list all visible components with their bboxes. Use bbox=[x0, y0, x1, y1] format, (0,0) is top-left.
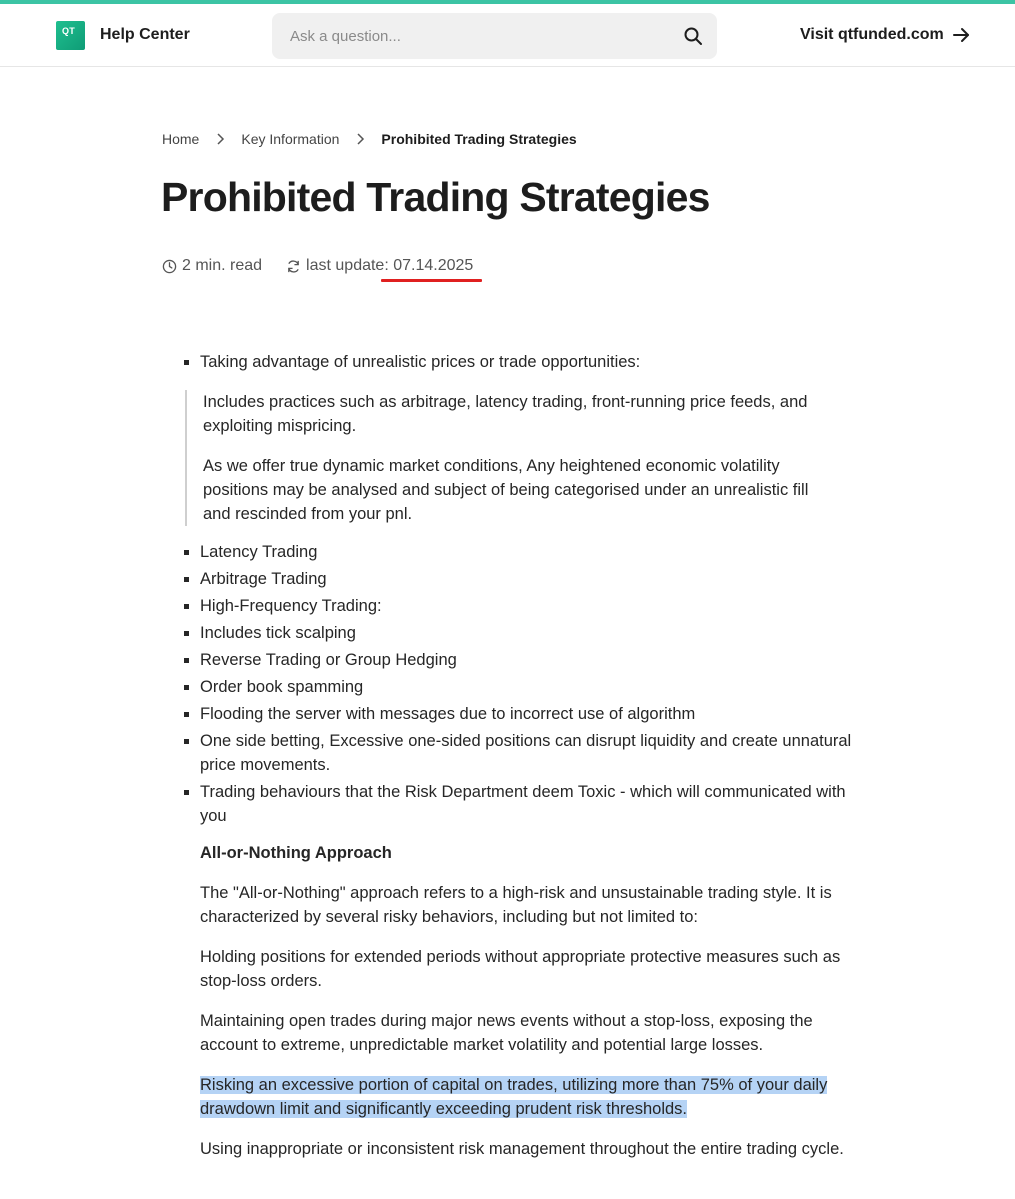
breadcrumb-key-information[interactable]: Key Information bbox=[241, 131, 340, 147]
quote-paragraph: Includes practices such as arbitrage, latency trading, front-running price feeds, and exploiting mispricing. bbox=[203, 393, 808, 435]
list-item: Taking advantage of unrealistic prices or trade opportunities: bbox=[162, 350, 862, 374]
site-header bbox=[0, 4, 1015, 67]
breadcrumb-current: Prohibited Trading Strategies bbox=[381, 131, 577, 147]
section-heading: All-or-Nothing Approach bbox=[200, 844, 392, 862]
article-meta bbox=[162, 257, 473, 275]
quote-paragraph: As we offer true dynamic market conditions, Any heightened economic volatility positions may be analysed and subject of being categorised under an unrealistic fill and rescinded from your pnl. bbox=[203, 457, 809, 523]
blockquote bbox=[185, 390, 825, 526]
highlighted-paragraph bbox=[200, 1073, 862, 1121]
read-time: 2 min. read bbox=[182, 257, 263, 274]
breadcrumb-home[interactable]: Home bbox=[162, 131, 200, 147]
last-update-label: last update: bbox=[306, 257, 389, 274]
visit-site-label: Visit qtfunded.com bbox=[800, 26, 944, 43]
list-item: Flooding the server with messages due to incorrect use of algorithm bbox=[162, 702, 862, 726]
list-item: Latency Trading bbox=[162, 540, 862, 564]
last-update-date: 07.14.2025 bbox=[393, 257, 474, 274]
chevron-right-icon bbox=[217, 133, 225, 145]
logo[interactable] bbox=[56, 21, 85, 50]
logo-text: QT bbox=[62, 26, 76, 36]
section-paragraph: Maintaining open trades during major news events without a stop-loss, exposing the account to extreme, unpredictable market volatility and potential large losses. bbox=[200, 1012, 813, 1054]
clock-icon bbox=[162, 259, 177, 274]
list-item: One side betting, Excessive one-sided positions can disrupt liquidity and create unnatural price movements. bbox=[162, 729, 862, 777]
highlighted-text: Risking an excessive portion of capital on trades, utilizing more than 75% of your daily drawdown limit and significantly exceeding prudent risk thresholds. bbox=[200, 1076, 828, 1118]
list-item: Arbitrage Trading bbox=[162, 567, 862, 591]
list-item: Trading behaviours that the Risk Department deem Toxic - which will communicated with you bbox=[162, 780, 862, 828]
refresh-icon bbox=[286, 259, 301, 274]
search-input[interactable] bbox=[290, 25, 660, 47]
section-paragraph: Holding positions for extended periods without appropriate protective measures such as stop-loss orders. bbox=[200, 948, 841, 990]
article-body bbox=[162, 350, 862, 1177]
visit-site-link[interactable] bbox=[800, 26, 970, 44]
annotation-underline bbox=[381, 279, 482, 282]
list-item: Reverse Trading or Group Hedging bbox=[162, 648, 862, 672]
search-icon[interactable] bbox=[683, 26, 703, 46]
list-item: High-Frequency Trading: bbox=[162, 594, 862, 618]
arrow-right-icon bbox=[952, 26, 970, 44]
breadcrumb bbox=[162, 131, 577, 147]
site-title[interactable]: Help Center bbox=[100, 26, 190, 43]
section-paragraph: Using inappropriate or inconsistent risk management throughout the entire trading cycle. bbox=[200, 1140, 844, 1158]
search-box bbox=[272, 13, 717, 59]
list-item: Includes tick scalping bbox=[162, 621, 862, 645]
chevron-right-icon bbox=[357, 133, 365, 145]
page-title: Prohibited Trading Strategies bbox=[161, 174, 710, 220]
all-or-nothing-section bbox=[162, 841, 862, 1161]
list-item: Order book spamming bbox=[162, 675, 862, 699]
section-paragraph: The "All-or-Nothing" approach refers to a high-risk and unsustainable trading style. It is characterized by several risky behaviors, including but not limited to: bbox=[200, 884, 832, 926]
